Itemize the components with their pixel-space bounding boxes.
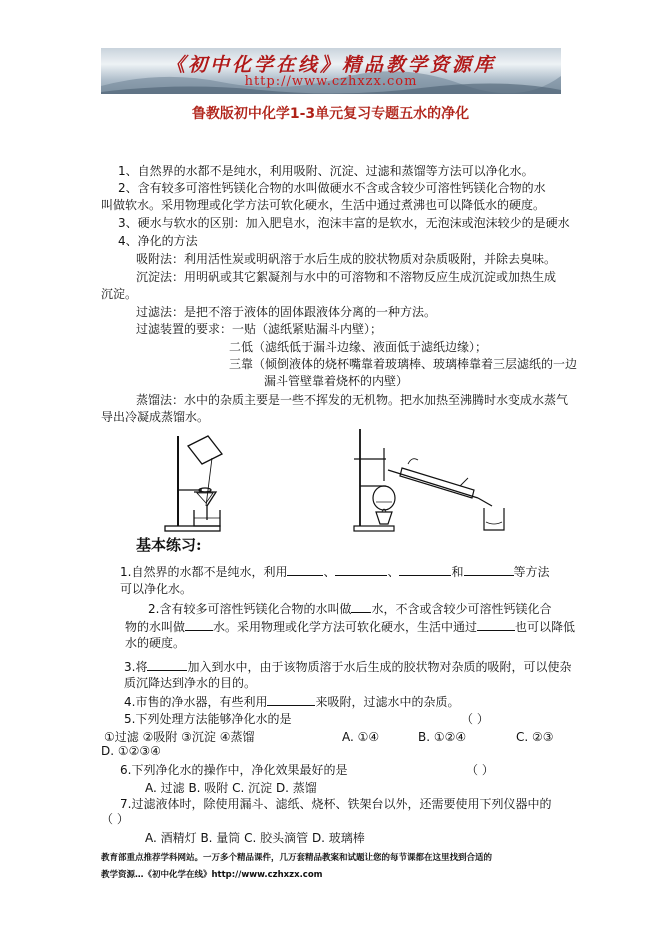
distillation-apparatus-figure	[346, 426, 514, 536]
q2-blank-3[interactable]	[477, 619, 515, 631]
distillation-method-a: 蒸馏法：水中的杂质主要是一些不挥发的无机物。把水加热至沸腾时水变成水蒸气	[136, 393, 569, 407]
question-5-option-b[interactable]: B. ①②④	[418, 730, 467, 744]
question-5-option-c[interactable]: C. ②③	[516, 730, 554, 744]
filtration-requirement: 过滤装置的要求：一贴（滤纸紧贴漏斗内壁）；	[136, 322, 383, 336]
filtration-method: 过滤法：是把不溶于液体的固体跟液体分离的一种方法。	[136, 305, 437, 319]
summary-point-2b: 叫做软水。采用物理或化学方法可软化硬水，生活中通过煮沸也可以降低水的硬度。	[101, 198, 546, 212]
question-5-option-d[interactable]: D. ①②③④	[101, 744, 161, 758]
question-7-options[interactable]: A. 酒精灯 B. 量筒 C. 胶头滴管 D. 玻璃棒	[145, 831, 365, 845]
question-6-options[interactable]: A. 过滤 B. 吸附 C. 沉淀 D. 蒸馏	[145, 781, 317, 795]
summary-point-4: 4、净化的方法	[118, 234, 198, 248]
question-5: 5.下列处理方法能够净化水的是	[124, 712, 292, 726]
q4-blank[interactable]	[267, 694, 315, 706]
question-6-answer-paren[interactable]: （ ）	[466, 763, 494, 777]
question-5-option-a[interactable]: A. ①④	[342, 730, 380, 744]
banner-url[interactable]: http://www.czhxzx.com	[244, 74, 418, 89]
filtration-three-lean-a: 三靠（倾倒液体的烧杯嘴靠着玻璃棒、玻璃棒靠着三层滤纸的一边	[229, 357, 578, 371]
q1-blank-1[interactable]	[287, 564, 323, 576]
question-5-answer-paren[interactable]: （ ）	[461, 712, 489, 726]
question-1-line-a: 1.自然界的水都不是纯水，利用 、 、 和 等方法	[120, 565, 550, 579]
q2-blank-2[interactable]	[185, 619, 213, 631]
question-2-line-a: 2.含有较多可溶性钙镁化合物的水叫做 水，不含或含较少可溶性钙镁化合	[148, 602, 552, 616]
question-7-answer-paren[interactable]: （ ）	[101, 812, 129, 826]
summary-point-2a: 2、含有较多可溶性钙镁化合物的水叫做硬水不含或含较少可溶性钙镁化合物的水	[118, 181, 546, 195]
question-2-line-b: 物的水叫做 水。采用物理或化学方法可软化硬水，生活中通过 也可以降低	[125, 620, 576, 634]
filtration-two-low: 二低（滤纸低于漏斗边缘、液面低于滤纸边缘）；	[229, 340, 488, 354]
question-6: 6.下列净化水的操作中，净化效果最好的是	[120, 763, 348, 777]
q1-blank-2[interactable]	[335, 564, 387, 576]
filtration-apparatus-figure	[160, 428, 235, 533]
adsorption-method: 吸附法：利用活性炭或明矾溶于水后生成的胶状物质对杂质吸附，并除去臭味。	[136, 252, 557, 266]
practice-heading: 基本练习:	[136, 536, 202, 554]
banner-title: 《初中化学在线》精品教学资源库	[165, 54, 496, 76]
precipitation-method-b: 沉淀。	[101, 287, 138, 301]
footer-line-2[interactable]: 教学资源…《初中化学在线》http://www.czhxzx.com	[101, 870, 323, 880]
question-2-line-c: 水的硬度。	[125, 636, 186, 650]
question-7: 7.过滤液体时，除使用漏斗、滤纸、烧杯、铁架台以外，还需要使用下列仪器中的	[120, 797, 552, 811]
q2-blank-1[interactable]	[351, 601, 371, 613]
summary-point-1: 1、自然界的水都不是纯水，利用吸附、沉淀、过滤和蒸馏等方法可以净化水。	[118, 164, 534, 178]
precipitation-method-a: 沉淀法：用明矾或其它絮凝剂与水中的可溶物和不溶物反应生成沉淀或加热生成	[136, 270, 557, 284]
question-5-items: ①过滤 ②吸附 ③沉淀 ④蒸馏	[104, 730, 255, 744]
q1-blank-3[interactable]	[399, 564, 451, 576]
question-4: 4.市售的净水器，有些利用 来吸附，过滤水中的杂质。	[124, 695, 460, 709]
question-3-line-b: 质沉降达到净水的目的。	[124, 676, 257, 690]
question-3-line-a: 3.将 加入到水中，由于该物质溶于水后生成的胶状物对杂质的吸附，可以使杂	[124, 660, 572, 674]
filtration-three-lean-b: 漏斗管壁靠着烧杯的内壁）	[264, 374, 409, 388]
distillation-method-b: 导出冷凝成蒸馏水。	[101, 410, 210, 424]
q1-blank-4[interactable]	[464, 564, 514, 576]
page-title: 鲁教版初中化学1-3单元复习专题五水的净化	[191, 106, 470, 122]
q3-blank[interactable]	[147, 659, 187, 671]
summary-point-3: 3、硬水与软水的区别：加入肥皂水，泡沫丰富的是软水，无泡沫或泡沫较少的是硬水	[118, 216, 570, 230]
question-1-line-b: 可以净化水。	[120, 582, 193, 596]
footer-line-1: 教育部重点推荐学科网站。一万多个精品课件，几万套精品教案和试题让您的每节课都在这里找到合适的	[101, 853, 493, 863]
site-banner	[101, 48, 561, 94]
